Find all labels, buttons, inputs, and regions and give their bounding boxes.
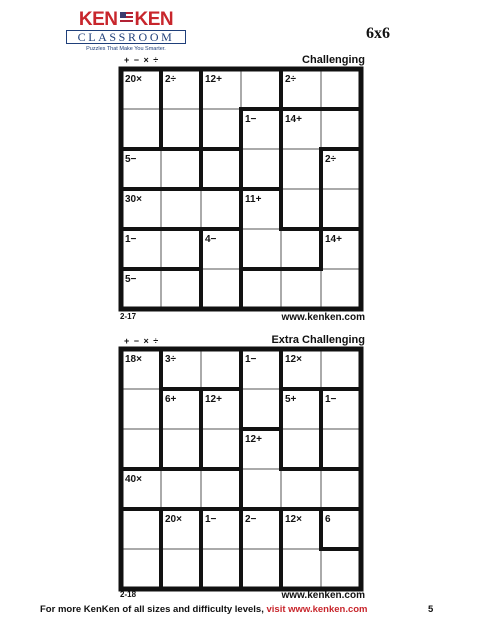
grid-cell[interactable] [201, 549, 241, 589]
cage-clue: 6 [325, 514, 331, 525]
difficulty-label: Extra Challenging [271, 334, 365, 346]
cage-clue: 14+ [325, 234, 342, 245]
grid-cell[interactable] [201, 269, 241, 309]
page-number: 5 [428, 604, 434, 615]
grid-cell[interactable] [121, 509, 161, 549]
cage-clue: 2÷ [165, 74, 177, 85]
footer-link[interactable]: visit www.kenken.com [266, 604, 368, 615]
operations-label: + − × ÷ [124, 336, 160, 346]
cage-clue: 5+ [285, 394, 297, 405]
grid-cell[interactable] [121, 429, 161, 469]
logo-tagline: Puzzles That Make You Smarter. [86, 46, 166, 52]
grid-cell[interactable] [161, 269, 201, 309]
cage-clue: 12+ [205, 74, 222, 85]
grid-cell[interactable] [281, 229, 321, 269]
website-url: www.kenken.com [281, 312, 365, 323]
website-url: www.kenken.com [281, 590, 365, 601]
puzzle-id: 2-18 [120, 590, 137, 599]
grid-cell[interactable] [321, 269, 361, 309]
cage-clue: 3÷ [165, 354, 177, 365]
grid-cell[interactable] [201, 429, 241, 469]
grid-cell[interactable] [201, 349, 241, 389]
cage-clue: 4− [205, 234, 217, 245]
cage-clue: 2− [245, 514, 257, 525]
cage-clue: 12+ [245, 434, 262, 445]
cage-clue: 1− [325, 394, 337, 405]
grid-cell[interactable] [321, 69, 361, 109]
grid-cell[interactable] [241, 149, 281, 189]
puzzle-grid[interactable] [118, 66, 366, 314]
cage-clue: 1− [245, 354, 257, 365]
cage-clue: 5− [125, 154, 137, 165]
cage-clue: 20× [125, 74, 142, 85]
grid-cell[interactable] [321, 469, 361, 509]
grid-cell[interactable] [161, 549, 201, 589]
cage-clue: 30× [125, 194, 142, 205]
grid-cell[interactable] [161, 109, 201, 149]
grid-cell[interactable] [321, 189, 361, 229]
flag-icon [120, 12, 133, 24]
cage-clue: 1− [245, 114, 257, 125]
grid-cell[interactable] [161, 229, 201, 269]
cage-clue: 2÷ [285, 74, 297, 85]
grid-size-label: 6x6 [366, 25, 390, 42]
cage-clue: 12× [285, 354, 302, 365]
grid-cell[interactable] [321, 349, 361, 389]
grid-cell[interactable] [281, 469, 321, 509]
grid-cell[interactable] [201, 149, 241, 189]
grid-cell[interactable] [161, 189, 201, 229]
cage-clue: 6+ [165, 394, 177, 405]
grid-cell[interactable] [121, 109, 161, 149]
puzzle-id: 2-17 [120, 312, 137, 321]
footer-note [40, 604, 440, 615]
grid-cell[interactable] [241, 389, 281, 429]
grid-cell[interactable] [201, 109, 241, 149]
grid-cell[interactable] [241, 269, 281, 309]
cage-clue: 1− [205, 514, 217, 525]
grid-cell[interactable] [281, 429, 321, 469]
grid-cell[interactable] [201, 469, 241, 509]
grid-cell[interactable] [121, 389, 161, 429]
cage-clue: 14+ [285, 114, 302, 125]
difficulty-label: Challenging [302, 54, 365, 66]
grid-cell[interactable] [321, 429, 361, 469]
grid-cell[interactable] [321, 109, 361, 149]
grid-cell[interactable] [121, 549, 161, 589]
cage-clue: 2÷ [325, 154, 337, 165]
cage-clue: 1− [125, 234, 137, 245]
grid-cell[interactable] [281, 149, 321, 189]
cage-clue: 40× [125, 474, 142, 485]
grid-cell[interactable] [241, 549, 281, 589]
cage-clue: 5− [125, 274, 137, 285]
grid-cell[interactable] [241, 69, 281, 109]
grid-cell[interactable] [161, 469, 201, 509]
kenken-classroom-logo [64, 10, 188, 54]
grid-cell[interactable] [161, 429, 201, 469]
cage-clue: 18× [125, 354, 142, 365]
operations-label: + − × ÷ [124, 55, 160, 65]
cage-clue: 20× [165, 514, 182, 525]
grid-cell[interactable] [161, 149, 201, 189]
cage-clue: 12× [285, 514, 302, 525]
cage-clue: 12+ [205, 394, 222, 405]
grid-cell[interactable] [281, 549, 321, 589]
grid-cell[interactable] [281, 269, 321, 309]
grid-cell[interactable] [281, 189, 321, 229]
grid-cell[interactable] [241, 469, 281, 509]
puzzle-grid[interactable] [118, 346, 366, 594]
footer-text: For more KenKen of all sizes and difficulty levels, [40, 604, 267, 615]
logo-wordmark: KEN KEN [78, 9, 174, 30]
grid-cell[interactable] [321, 549, 361, 589]
cage-clue: 11+ [245, 194, 262, 205]
logo-classroom-banner: CLASSROOM [66, 30, 186, 44]
grid-cell[interactable] [241, 229, 281, 269]
grid-cell[interactable] [201, 189, 241, 229]
